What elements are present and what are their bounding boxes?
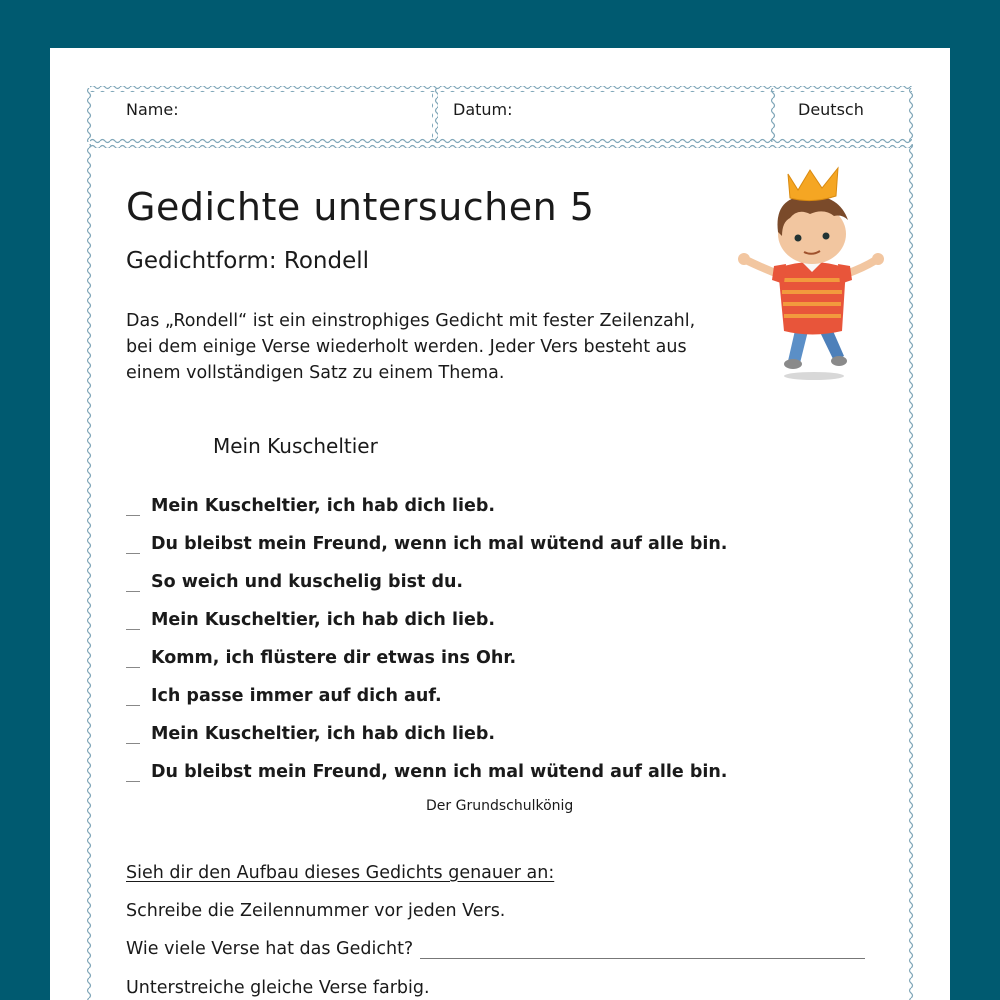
verse-line (126, 530, 727, 558)
boy-with-crown-illustration (738, 156, 888, 386)
poem-author: Der Grundschulkönig (426, 798, 574, 814)
line-number-blank[interactable] (126, 573, 140, 592)
answer-line[interactable] (420, 958, 865, 959)
task-item: Unterstreiche gleiche Verse farbig. (126, 978, 430, 998)
page-title: Gedichte untersuchen 5 (126, 185, 595, 229)
verse-text: Ich passe immer auf dich auf. (151, 686, 442, 706)
name-label: Name: (126, 100, 179, 119)
verse-text: Komm, ich flüstere dir etwas ins Ohr. (151, 648, 517, 668)
subject-label: Deutsch (798, 100, 864, 119)
verse-line (126, 568, 463, 596)
verse-line (126, 644, 516, 672)
line-number-blank[interactable] (126, 649, 140, 668)
intro-paragraph: Das „Rondell“ ist ein einstrophiges Gedicht mit fester Zeilenzahl, bei dem einige Verse wiederholt werden. Jeder Vers besteht aus einem vollständigen Satz zu einem Thema. (126, 311, 696, 383)
verse-line (126, 682, 442, 710)
line-number-blank[interactable] (126, 611, 140, 630)
verse-text: So weich und kuschelig bist du. (151, 572, 464, 592)
page-subtitle: Gedichtform: Rondell (126, 248, 370, 274)
line-number-blank[interactable] (126, 725, 140, 744)
verse-line (126, 720, 495, 748)
worksheet-page (50, 48, 950, 1000)
task-item: Schreibe die Zeilennummer vor jeden Vers. (126, 901, 506, 921)
verse-text: Mein Kuscheltier, ich hab dich lieb. (151, 610, 495, 630)
line-number-blank[interactable] (126, 535, 140, 554)
task-item: Wie viele Verse hat das Gedicht? (126, 939, 414, 959)
task-heading: Sieh dir den Aufbau dieses Gedichts genauer an: (126, 863, 555, 883)
verse-text: Du bleibst mein Freund, wenn ich mal wütend auf alle bin. (151, 534, 728, 554)
verse-line (126, 492, 495, 520)
verse-text: Du bleibst mein Freund, wenn ich mal wütend auf alle bin. (151, 762, 728, 782)
date-label: Datum: (453, 100, 513, 119)
line-number-blank[interactable] (126, 763, 140, 782)
verse-line (126, 758, 727, 786)
verse-line (126, 606, 495, 634)
line-number-blank[interactable] (126, 687, 140, 706)
line-number-blank[interactable] (126, 497, 140, 516)
verse-text: Mein Kuscheltier, ich hab dich lieb. (151, 724, 495, 744)
verse-text: Mein Kuscheltier, ich hab dich lieb. (151, 496, 495, 516)
poem-title: Mein Kuscheltier (213, 434, 378, 458)
